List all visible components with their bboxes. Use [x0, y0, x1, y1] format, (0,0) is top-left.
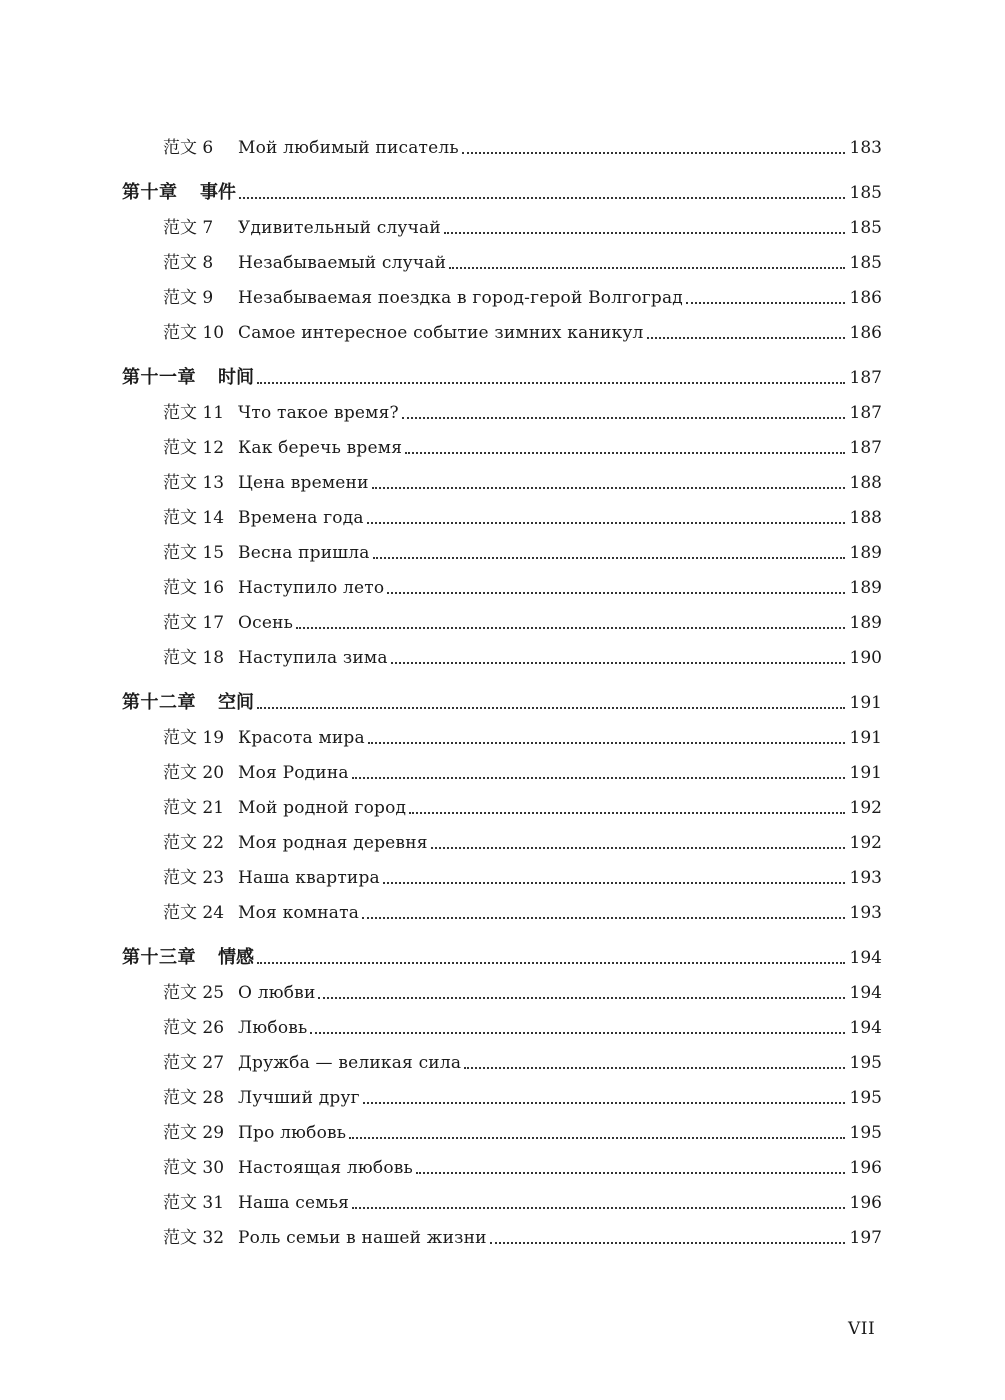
chapter-number: 第十二章 [122, 692, 196, 713]
page-number: 194 [849, 983, 882, 1003]
entry-title: Про любовь [238, 1123, 347, 1143]
entry-title: Как беречь время [238, 438, 403, 458]
entry-title: Наступило лето [238, 578, 385, 598]
page-number: 196 [849, 1193, 882, 1213]
entry-number: 范文 20 [163, 763, 225, 783]
page-number: 194 [849, 1018, 882, 1038]
entry-number: 范文 25 [163, 983, 225, 1003]
page-number: 193 [849, 868, 882, 888]
entry-title: Цена времени [238, 473, 369, 493]
dot-leader [257, 707, 845, 709]
entry-number: 范文 27 [163, 1053, 225, 1073]
toc-entry-row[interactable] [0, 898, 1005, 928]
dot-leader [296, 627, 845, 629]
page-number: 194 [849, 948, 882, 968]
page-number: 185 [849, 183, 882, 203]
entry-number: 范文 7 [163, 218, 214, 238]
entry-title: Что такое время? [238, 403, 399, 423]
dot-leader [372, 487, 845, 489]
entry-title: Любовь [238, 1018, 308, 1038]
entry-title: Удивительный случай [238, 218, 441, 238]
entry-number: 范文 11 [163, 403, 225, 423]
page-number: 185 [849, 218, 882, 238]
page-number: 187 [849, 438, 882, 458]
dot-leader [490, 1242, 845, 1244]
page-number: 186 [849, 323, 882, 343]
page-number: 188 [849, 508, 882, 528]
entry-number: 范文 9 [163, 288, 214, 308]
toc-entry-row[interactable] [0, 1118, 1005, 1148]
toc-entry-row[interactable] [0, 1013, 1005, 1043]
entry-number: 范文 26 [163, 1018, 225, 1038]
dot-leader [349, 1137, 845, 1139]
entry-number: 范文 22 [163, 833, 225, 853]
toc-entry-row[interactable] [0, 573, 1005, 603]
toc-chapter-row[interactable] [0, 363, 1005, 393]
page-number: 187 [849, 403, 882, 423]
toc-entry-row[interactable] [0, 468, 1005, 498]
dot-leader [257, 382, 845, 384]
page-number: 192 [849, 798, 882, 818]
toc-entry-row[interactable] [0, 398, 1005, 428]
dot-leader [464, 1067, 845, 1069]
toc-entry-row[interactable] [0, 433, 1005, 463]
dot-leader [257, 962, 845, 964]
toc-entry-row[interactable] [0, 643, 1005, 673]
dot-leader [373, 557, 845, 559]
toc-entry-row[interactable] [0, 283, 1005, 313]
page-number: 197 [849, 1228, 882, 1248]
dot-leader [310, 1032, 845, 1034]
dot-leader [416, 1172, 845, 1174]
entry-title: Незабываемый случай [238, 253, 447, 273]
chapter-number: 第十一章 [122, 367, 196, 388]
entry-number: 范文 21 [163, 798, 225, 818]
page-number: 196 [849, 1158, 882, 1178]
entry-number: 范文 18 [163, 648, 225, 668]
page-number: 187 [849, 368, 882, 388]
toc-entry-row[interactable] [0, 248, 1005, 278]
entry-number: 范文 24 [163, 903, 225, 923]
page-number: 195 [849, 1088, 882, 1108]
entry-title: Красота мира [238, 728, 365, 748]
chapter-title: 事件 [200, 182, 236, 203]
toc-chapter-row[interactable] [0, 178, 1005, 208]
entry-number: 范文 19 [163, 728, 225, 748]
dot-leader [239, 197, 845, 199]
entry-number: 范文 32 [163, 1228, 225, 1248]
entry-number: 范文 14 [163, 508, 225, 528]
page-number: 183 [849, 138, 882, 158]
dot-leader [352, 777, 845, 779]
dot-leader [402, 417, 845, 419]
entry-number: 范文 16 [163, 578, 225, 598]
page-number-footer: VII [848, 1319, 876, 1339]
toc-entry-row[interactable] [0, 213, 1005, 243]
entry-title: Самое интересное событие зимних каникул [238, 323, 644, 343]
dot-leader [444, 232, 845, 234]
toc-entry-row[interactable] [0, 978, 1005, 1008]
dot-leader [367, 522, 845, 524]
page-number: 190 [849, 648, 882, 668]
page-number: 191 [849, 763, 882, 783]
chapter-number: 第十章 [122, 182, 178, 203]
page-number: 189 [849, 578, 882, 598]
page-number: 185 [849, 253, 882, 273]
dot-leader [405, 452, 845, 454]
entry-title: Осень [238, 613, 294, 633]
page-number: 186 [849, 288, 882, 308]
entry-title: Моя родная деревня [238, 833, 428, 853]
entry-title: Роль семьи в нашей жизни [238, 1228, 487, 1248]
dot-leader [462, 152, 845, 154]
entry-number: 范文 13 [163, 473, 225, 493]
entry-title: Весна пришла [238, 543, 370, 563]
entry-title: Времена года [238, 508, 364, 528]
entry-number: 范文 31 [163, 1193, 225, 1213]
dot-leader [686, 302, 845, 304]
toc-entry-row[interactable] [0, 133, 1005, 163]
chapter-title: 情感 [218, 947, 254, 968]
entry-number: 范文 23 [163, 868, 225, 888]
entry-number: 范文 6 [163, 138, 214, 158]
entry-number: 范文 8 [163, 253, 214, 273]
dot-leader [362, 917, 845, 919]
entry-number: 范文 30 [163, 1158, 225, 1178]
entry-number: 范文 10 [163, 323, 225, 343]
page-number: 192 [849, 833, 882, 853]
chapter-number: 第十三章 [122, 947, 196, 968]
dot-leader [449, 267, 845, 269]
toc-entry-row[interactable] [0, 828, 1005, 858]
toc-entry-row[interactable] [0, 793, 1005, 823]
entry-title: Мой любимый писатель [238, 138, 459, 158]
toc-entry-row[interactable] [0, 318, 1005, 348]
toc-entry-row[interactable] [0, 863, 1005, 893]
dot-leader [368, 742, 845, 744]
entry-title: О любви [238, 983, 316, 1003]
dot-leader [647, 337, 845, 339]
toc-chapter-row[interactable] [0, 688, 1005, 718]
page-number: 191 [849, 728, 882, 748]
toc-entry-row[interactable] [0, 1083, 1005, 1113]
entry-title: Наша квартира [238, 868, 380, 888]
dot-leader [409, 812, 845, 814]
toc-entry-row[interactable] [0, 538, 1005, 568]
page-number: 188 [849, 473, 882, 493]
toc-chapter-row[interactable] [0, 943, 1005, 973]
dot-leader [363, 1102, 845, 1104]
page-number: 191 [849, 693, 882, 713]
toc-entry-row[interactable] [0, 758, 1005, 788]
toc-entry-row[interactable] [0, 503, 1005, 533]
page-number: 189 [849, 613, 882, 633]
chapter-title: 时间 [218, 367, 254, 388]
toc-entry-row[interactable] [0, 1048, 1005, 1078]
entry-number: 范文 15 [163, 543, 225, 563]
dot-leader [387, 592, 845, 594]
toc-entry-row[interactable] [0, 1153, 1005, 1183]
toc-entry-row[interactable] [0, 723, 1005, 753]
entry-title: Дружба — великая сила [238, 1053, 462, 1073]
page-number: 189 [849, 543, 882, 563]
entry-title: Моя комната [238, 903, 360, 923]
dot-leader [431, 847, 845, 849]
entry-number: 范文 29 [163, 1123, 225, 1143]
chapter-title: 空间 [218, 692, 254, 713]
entry-title: Незабываемая поездка в город-герой Волгоград [238, 288, 683, 308]
dot-leader [352, 1207, 845, 1209]
entry-number: 范文 12 [163, 438, 225, 458]
toc-entry-row[interactable] [0, 608, 1005, 638]
toc-entry-row[interactable] [0, 1188, 1005, 1218]
page-number: 195 [849, 1053, 882, 1073]
page-number: 195 [849, 1123, 882, 1143]
entry-number: 范文 28 [163, 1088, 225, 1108]
dot-leader [383, 882, 845, 884]
entry-title: Наступила зима [238, 648, 388, 668]
entry-title: Мой родной город [238, 798, 407, 818]
dot-leader [318, 997, 845, 999]
toc-entry-row[interactable] [0, 1223, 1005, 1253]
entry-title: Настоящая любовь [238, 1158, 414, 1178]
dot-leader [391, 662, 845, 664]
entry-number: 范文 17 [163, 613, 225, 633]
entry-title: Лучший друг [238, 1088, 360, 1108]
entry-title: Наша семья [238, 1193, 350, 1213]
page-number: 193 [849, 903, 882, 923]
entry-title: Моя Родина [238, 763, 349, 783]
